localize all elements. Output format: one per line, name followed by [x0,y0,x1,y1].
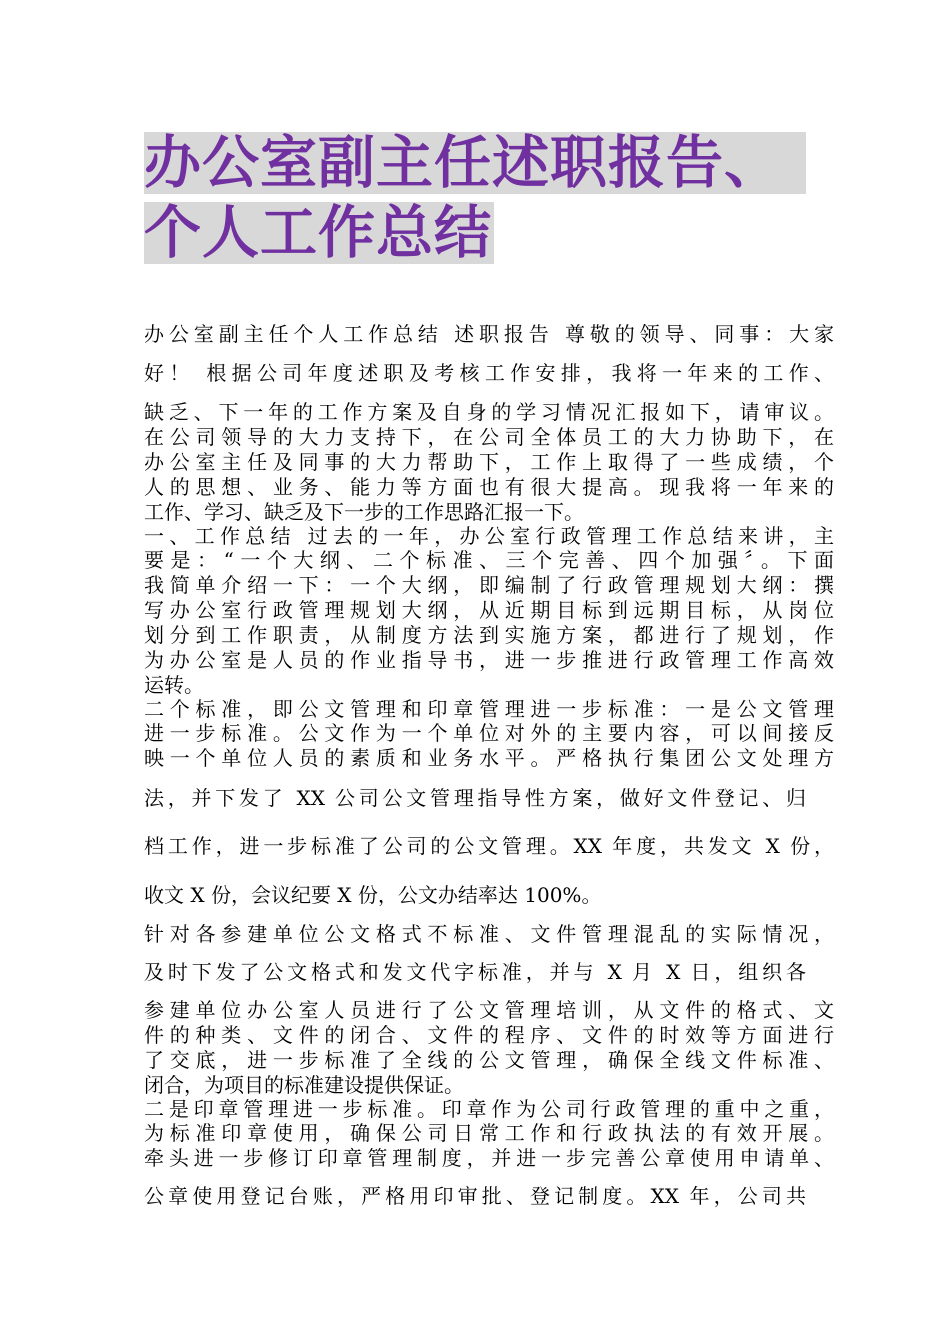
body-line-27: 二是印章管理进一步标准。印章作为公司行政管理的重中之重， [144,1097,834,1121]
document-title-line-1: 办公室副主任述职报告、 [144,132,806,194]
body-line-24: 件的种类、文件的闭合、文件的程序、文件的时效等方面进行 [144,1023,834,1047]
body-line-30: 公章使用登记台账，严格用印审批、登记制度。XX 年，公司共 [144,1184,806,1208]
body-line-10: 我简单介绍一下：一个大纲，即编制了行政管理规划大纲：撰 [144,573,834,597]
body-line-1: 办公室副主任个人工作总结 述职报告 尊敬的领导、同事：大家 [144,322,834,346]
body-line-14: 运转。 [144,673,204,697]
body-line-8: 一、工作总结 过去的一年，办公室行政管理工作总结来讲，主 [144,524,834,548]
body-line-29: 牵头进一步修订印章管理制度，并进一步完善公章使用申请单、 [144,1146,834,1170]
body-line-28: 为标准印章使用，确保公司日常工作和行政执法的有效开展。 [144,1121,834,1145]
body-line-6: 人的思想、业务、能力等方面也有很大提高。现我将一年来的 [144,475,834,499]
body-line-15: 二个标准，即公文管理和印章管理进一步标准：一是公文管理 [144,697,834,721]
body-line-22: 及时下发了公文格式和发文代字标准，并与 X 月 X 日，组织各 [144,960,806,984]
body-line-2: 好！ 根据公司年度述职及考核工作安排，我将一年来的工作、 [144,361,834,385]
body-line-21: 针对各参建单位公文格式不标准、文件管理混乱的实际情况， [144,922,834,946]
body-line-25: 了交底，进一步标准了全线的公文管理，确保全线文件标准、 [144,1048,834,1072]
body-line-13: 为办公室是人员的作业指导书，进一步推进行政管理工作高效 [144,648,834,672]
body-line-23: 参建单位办公室人员进行了公文管理培训，从文件的格式、文 [144,998,834,1022]
body-line-3: 缺乏、下一年的工作方案及自身的学习情况汇报如下，请审议。 [144,400,834,424]
body-line-20: 收文 X 份，会议纪要 X 份，公文办结率达 100%。 [144,883,602,907]
body-line-19: 档工作，进一步标准了公司的公文管理。XX 年度，共发文 X 份， [144,834,834,858]
body-line-11: 写办公室行政管理规划大纲，从近期目标到远期目标，从岗位 [144,598,834,622]
body-line-9: 要是：“一个大纲、二个标准、三个完善、四个加强〞。下面 [144,548,834,572]
body-line-4: 在公司领导的大力支持下，在公司全体员工的大力协助下，在 [144,425,834,449]
body-line-12: 划分到工作职责，从制度方法到实施方案，都进行了规划，作 [144,623,834,647]
body-line-7: 工作、学习、缺乏及下一步的工作思路汇报一下。 [144,500,584,524]
body-line-18: 法，并下发了 XX 公司公文管理指导性方案，做好文件登记、归 [144,786,806,810]
body-line-26: 闭合，为项目的标准建设提供保证。 [144,1073,464,1097]
document-title-line-2: 个人工作总结 [144,200,492,266]
body-line-16: 进一步标准。公文作为一个单位对外的主要内容，可以间接反 [144,721,834,745]
body-line-5: 办公室主任及同事的大力帮助下，工作上取得了一些成绩，个 [144,450,834,474]
body-line-17: 映一个单位人员的素质和业务水平。严格执行集团公文处理方 [144,746,834,770]
